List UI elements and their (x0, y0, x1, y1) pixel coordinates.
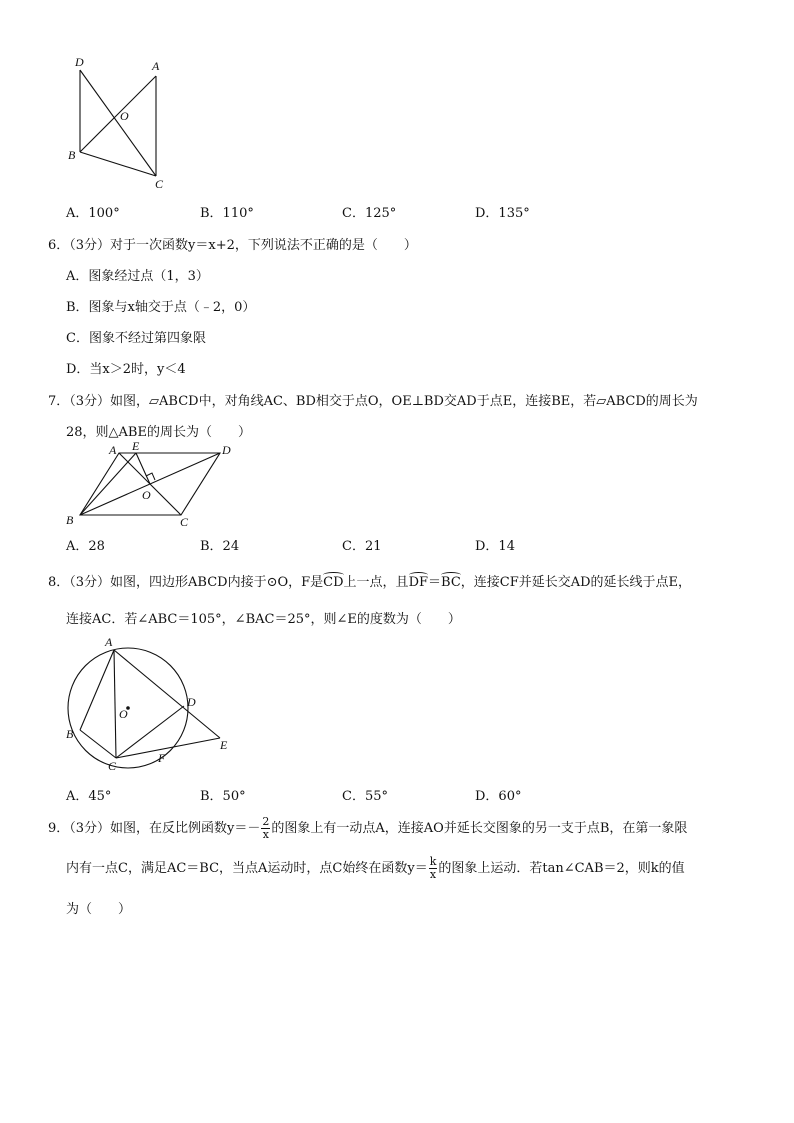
q9-fraction-k-over-x (429, 856, 438, 881)
q7-stem-line1: 7．（3分）如图，▱ABCD中，对角线AC、BD相交于点O，OE⊥BD交AD于点E，连接BE，若▱ABCD的周长为 (48, 394, 698, 409)
q9-stem-line3: 为（ ） (66, 902, 132, 917)
q6-option-c: C．图象不经过第四象限 (66, 331, 206, 346)
q9-frac1-numerator: 2 (262, 815, 270, 828)
q9-stem-part3: 内有一点C，满足AC＝BC，当点A运动时，点C始终在函数y＝ (66, 861, 428, 876)
q9-stem-line2 (66, 856, 685, 881)
q5-figure (60, 52, 180, 192)
q8-label-D: D (187, 695, 196, 709)
q8-label-F: F (158, 751, 166, 765)
q5-option-b: B．110° (200, 206, 254, 221)
q5-option-a: A．100° (66, 206, 120, 221)
q7-option-c: C．21 (342, 539, 382, 554)
q7-option-a: A．28 (66, 539, 105, 554)
q7-label-E: E (132, 439, 140, 453)
q9-stem-line1 (48, 816, 687, 841)
q8-segment-AE (114, 650, 220, 738)
q8-stem-part3: ，连接CF并延长交AD的延长线于点E， (460, 575, 692, 590)
q8-arc-bc: BC (441, 575, 461, 590)
q8-label-E: E (220, 738, 228, 752)
q8-option-d: D．60° (475, 789, 522, 804)
q9-frac2-numerator: k (429, 855, 437, 868)
q8-label-O: O (119, 707, 128, 721)
q5-option-d: D．135° (475, 206, 530, 221)
q7-label-C: C (180, 515, 189, 529)
q8-figure (60, 630, 240, 773)
q5-segment-BC (80, 152, 156, 176)
q8-segment-CE (116, 738, 220, 758)
q8-label-C: C (108, 759, 117, 773)
q8-arc-df: DF (408, 575, 429, 590)
q7-stem-line2: 28，则△ABE的周长为（ ） (66, 425, 251, 440)
q5-label-B: B (68, 148, 76, 162)
q5-label-A: A (152, 59, 160, 73)
q8-equals: ＝ (428, 575, 442, 590)
q8-option-c: C．55° (342, 789, 388, 804)
q9-frac1-denominator: x (262, 828, 269, 841)
q8-arc-cd: CD (323, 575, 344, 590)
q6-option-d: D．当x＞2时，y＜4 (66, 362, 186, 377)
q8-segment-AC (114, 650, 116, 758)
q8-segment-BC (80, 730, 116, 758)
q7-label-B: B (66, 513, 74, 527)
q5-label-D: D (75, 55, 84, 69)
q7-segment-OE (136, 453, 150, 484)
q8-label-B: B (66, 727, 74, 741)
q7-label-A: A (109, 443, 117, 457)
q5-label-C: C (155, 177, 164, 191)
q7-label-O: O (142, 488, 151, 502)
q8-segment-AB (80, 650, 114, 730)
q8-stem-part1: 8．（3分）如图，四边形ABCD内接于⊙O，F是 (48, 575, 324, 590)
q7-label-D: D (222, 443, 231, 457)
q7-segment-BE (80, 453, 136, 515)
q5-segment-BA (80, 76, 156, 152)
q8-stem-line2: 连接AC．若∠ABC＝105°，∠BAC＝25°，则∠E的度数为（ ） (66, 612, 461, 627)
q8-stem-line1 (48, 571, 691, 590)
q6-option-a: A．图象经过点（1，3） (66, 269, 209, 284)
q5-label-O: O (120, 109, 129, 123)
q9-stem-part1: 9．（3分）如图，在反比例函数y＝－ (48, 821, 261, 836)
q5-option-c: C．125° (342, 206, 397, 221)
q6-option-b: B．图象与x轴交于点（﹣2，0） (66, 300, 256, 315)
q7-option-b: B．24 (200, 539, 240, 554)
q7-option-d: D．14 (475, 539, 515, 554)
q9-frac2-denominator: x (429, 868, 437, 881)
q9-stem-part2: 的图象上有一动点A，连接AO并延长交图象的另一支于点B，在第一象限 (271, 821, 688, 836)
q8-option-a: A．45° (66, 789, 112, 804)
q7-figure (60, 440, 250, 530)
q8-stem-part2: 上一点，且 (343, 575, 409, 590)
q8-option-b: B．50° (200, 789, 246, 804)
q6-stem: 6．（3分）对于一次函数y＝x+2，下列说法不正确的是（ ） (48, 238, 417, 253)
q8-label-A: A (105, 635, 113, 649)
q9-stem-part4: 的图象上运动．若tan∠CAB＝2，则k的值 (438, 861, 685, 876)
q5-segment-DC (80, 70, 156, 176)
q9-fraction-neg2-over-x (261, 816, 270, 841)
